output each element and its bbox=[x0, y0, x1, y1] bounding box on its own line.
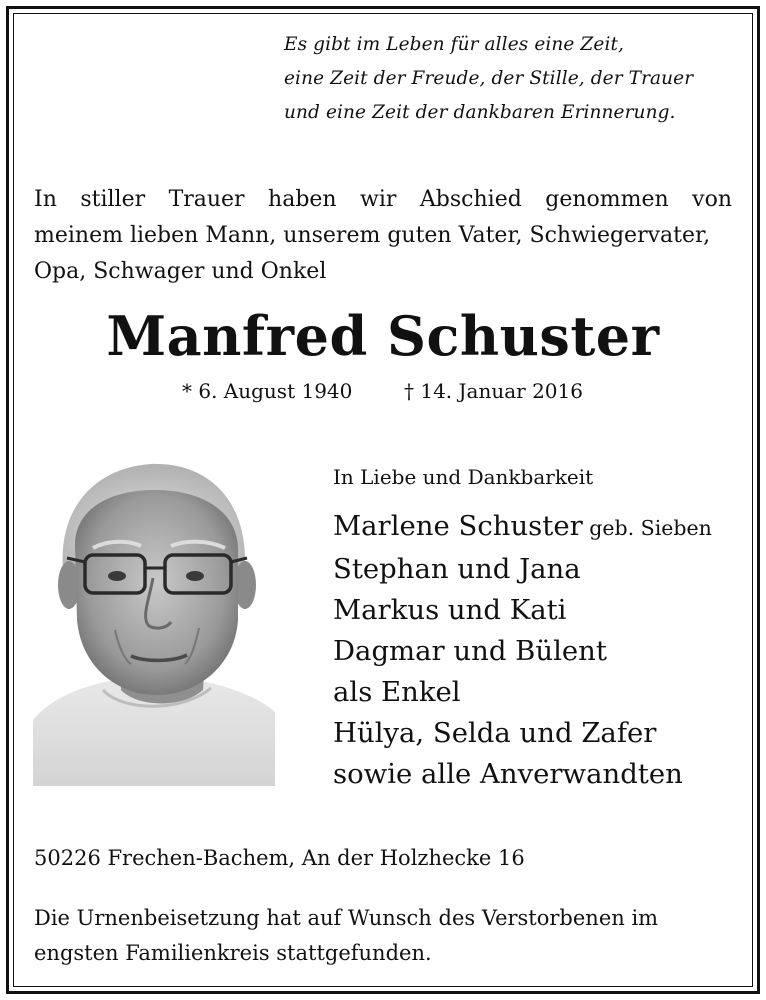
intro-line: In stiller Trauer haben wir Abschied genommen von bbox=[34, 187, 732, 212]
mourner-line: Stephan und Jana bbox=[333, 553, 581, 585]
opening-quote bbox=[284, 28, 734, 130]
thanks-heading: In Liebe und Dankbarkeit bbox=[333, 465, 594, 489]
quote-line: eine Zeit der Freude, der Stille, der Trauer bbox=[284, 68, 694, 89]
mourner-name: Marlene Schuster bbox=[333, 510, 583, 542]
notice-line: Die Urnenbeisetzung hat auf Wunsch des Verstorbenen im bbox=[34, 906, 659, 930]
maiden-name: geb. Sieben bbox=[582, 516, 712, 540]
notice-line: engsten Familienkreis stattgefunden. bbox=[34, 941, 432, 965]
portrait-photo bbox=[33, 450, 275, 786]
mourner-line bbox=[333, 506, 712, 549]
birth-date: * 6. August 1940 bbox=[182, 379, 353, 403]
mourner-line: Dagmar und Bülent bbox=[333, 635, 607, 667]
death-date: † 14. Januar 2016 bbox=[404, 379, 583, 403]
mourner-line: sowie alle Anverwandten bbox=[333, 758, 683, 790]
deceased-name: Manfred Schuster bbox=[106, 304, 660, 368]
intro-line: Opa, Schwager und Onkel bbox=[34, 259, 327, 284]
burial-notice bbox=[34, 901, 734, 971]
mourner-line: Markus und Kati bbox=[333, 594, 567, 626]
quote-line: und eine Zeit der dankbaren Erinnerung. bbox=[284, 102, 676, 123]
quote-line: Es gibt im Leben für alles eine Zeit, bbox=[284, 34, 624, 55]
family-address: 50226 Frechen-Bachem, An der Holzhecke 16 bbox=[34, 846, 525, 870]
mourner-line: Hülya, Selda und Zafer bbox=[333, 717, 657, 749]
intro-text bbox=[34, 182, 732, 290]
mourners-list bbox=[333, 506, 712, 795]
mourner-line: als Enkel bbox=[333, 676, 461, 708]
intro-line: meinem lieben Mann, unserem guten Vater, Schwiegervater, bbox=[34, 223, 711, 248]
